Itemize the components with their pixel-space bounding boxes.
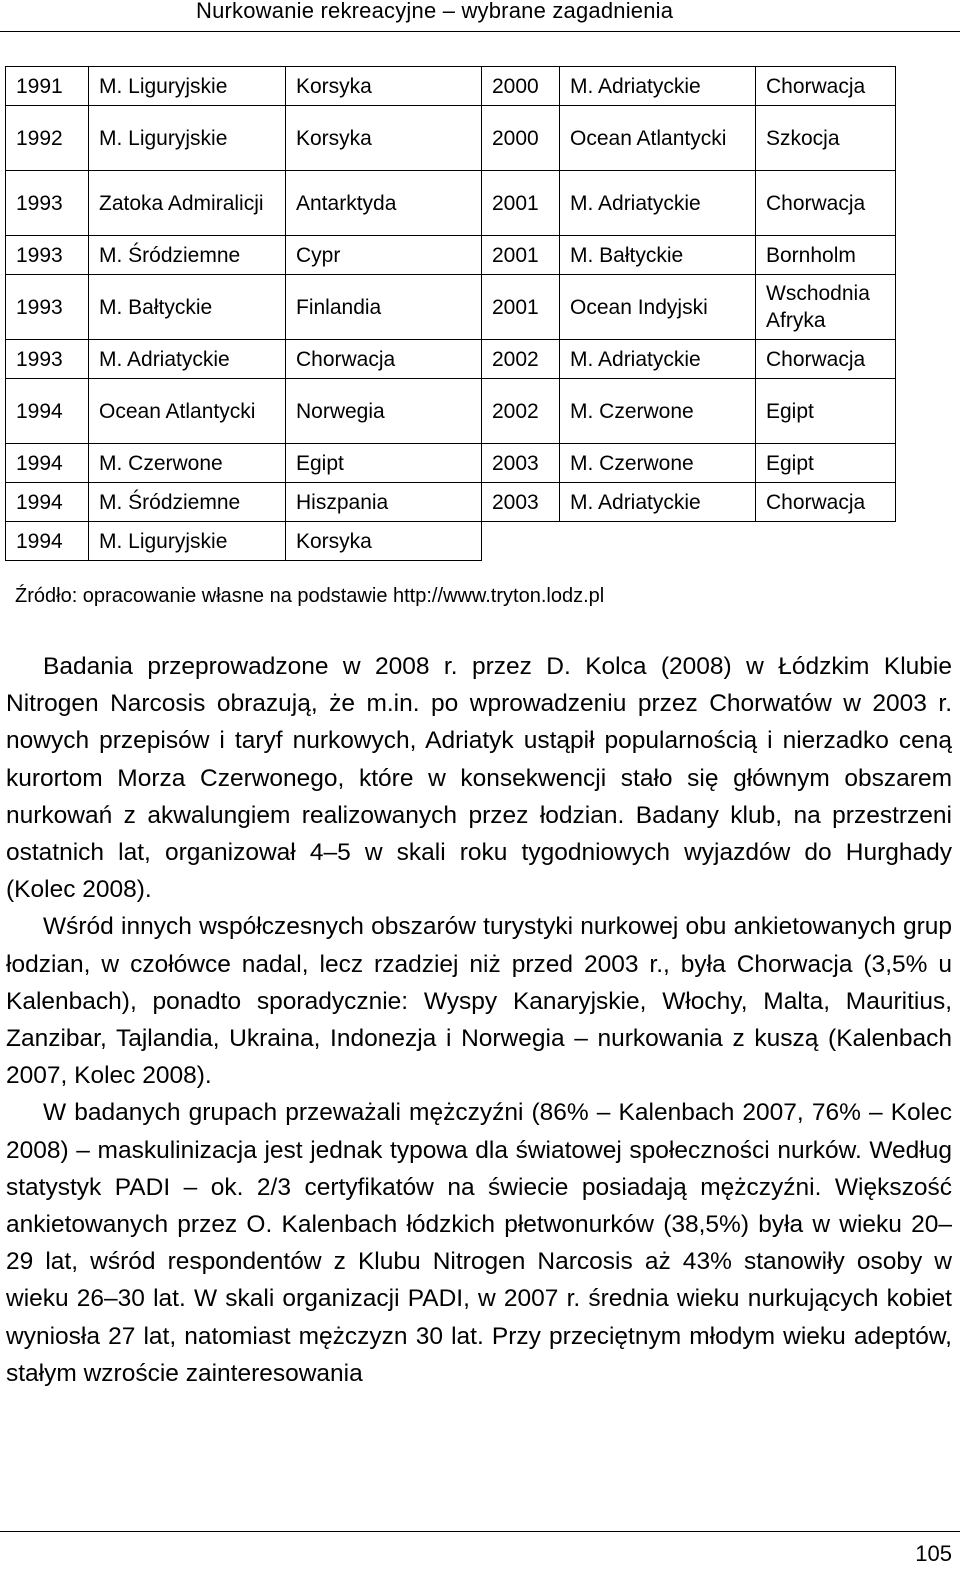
- table-cell: 2001: [482, 275, 560, 340]
- table-cell: M. Śródziemne: [89, 483, 286, 522]
- running-header-title: Nurkowanie rekreacyjne – wybrane zagadnienia: [196, 0, 674, 23]
- table-cell: Norwegia: [286, 379, 482, 444]
- table-cell: Zatoka Admiralicji: [89, 171, 286, 236]
- table-cell: 1994: [6, 379, 89, 444]
- table-cell: Egipt: [286, 444, 482, 483]
- table-cell: Chorwacja: [756, 340, 896, 379]
- table-row: [6, 106, 896, 171]
- table-cell: Szkocja: [756, 106, 896, 171]
- table-cell: Egipt: [756, 379, 896, 444]
- table-row: [6, 67, 896, 106]
- table-cell: Antarktyda: [286, 171, 482, 236]
- paragraph: Wśród innych współczesnych obszarów turystyki nurkowej obu ankietowanych grup łodzian, w czołówce nadal, lecz rzadziej niż przed 2003 r., była Chorwacja (3,5% u Kalenbach), ponadto sporadycznie: Wyspy Kanaryjskie, Włochy, Malta, Mauritius, Zanzibar, Tajlandia, Ukraina, Indonezja i Norwegia – nurkowania z kuszą (Kalenbach 2007, Kolec 2008).: [6, 913, 952, 1090]
- table-cell: 2000: [482, 67, 560, 106]
- table-cell: Korsyka: [286, 106, 482, 171]
- table-row: [6, 522, 896, 561]
- table-cell: M. Czerwone: [560, 444, 756, 483]
- table-cell: Korsyka: [286, 67, 482, 106]
- table-cell: 2002: [482, 379, 560, 444]
- table-cell: Chorwacja: [756, 171, 896, 236]
- table-cell: 2002: [482, 340, 560, 379]
- table-cell: 2001: [482, 236, 560, 275]
- table-cell: 1994: [6, 444, 89, 483]
- table-cell: 1993: [6, 340, 89, 379]
- dive-destinations-table: [5, 66, 896, 561]
- table-cell: Wschodnia Afryka: [756, 275, 896, 340]
- table-cell: Cypr: [286, 236, 482, 275]
- table-cell: 1994: [6, 483, 89, 522]
- table-cell: 2003: [482, 444, 560, 483]
- table-cell: M. Bałtyckie: [560, 236, 756, 275]
- table-cell: 1993: [6, 236, 89, 275]
- table-cell: M. Czerwone: [560, 379, 756, 444]
- header-divider: [0, 31, 960, 32]
- table-cell: M. Adriatyckie: [560, 483, 756, 522]
- table-cell: M. Liguryjskie: [89, 106, 286, 171]
- table-row: [6, 236, 896, 275]
- table-cell: Chorwacja: [756, 67, 896, 106]
- table-cell: M. Adriatyckie: [89, 340, 286, 379]
- table-cell: Ocean Atlantycki: [560, 106, 756, 171]
- paragraph: Badania przeprowadzone w 2008 r. przez D. Kolca (2008) w Łódzkim Klubie Nitrogen Narcosis obrazują, że m.in. po wprowadzeniu przez Chorwatów w 2003 r. nowych przepisów i taryf nurkowych, Adriatyk ustąpił popularnością i nierzadko ceną kurortom Morza Czerwonego, które w konsekwencji stało się głównym obszarem nurkowań z akwalungiem realizowanych przez łodzian. Badany klub, na przestrzeni ostatnich lat, organizował 4–5 w skali roku tygodniowych wyjazdów do Hurghady (Kolec 2008).: [6, 653, 952, 904]
- table-cell: 1993: [6, 171, 89, 236]
- table-cell: Ocean Indyjski: [560, 275, 756, 340]
- table-cell: 2001: [482, 171, 560, 236]
- footer-divider: [0, 1531, 960, 1532]
- table-cell: M. Śródziemne: [89, 236, 286, 275]
- table-cell: Chorwacja: [756, 483, 896, 522]
- table-cell: M. Liguryjskie: [89, 67, 286, 106]
- table-row: [6, 444, 896, 483]
- table-row: [6, 171, 896, 236]
- table-cell: Chorwacja: [286, 340, 482, 379]
- table-row: [6, 340, 896, 379]
- table-cell: M. Liguryjskie: [89, 522, 286, 561]
- table-cell: Hiszpania: [286, 483, 482, 522]
- table-cell: 2003: [482, 483, 560, 522]
- table-cell: M. Adriatyckie: [560, 171, 756, 236]
- table-cell: Korsyka: [286, 522, 482, 561]
- page-number: 105: [915, 1541, 952, 1566]
- table-cell: Ocean Atlantycki: [89, 379, 286, 444]
- table-row: [6, 275, 896, 340]
- table-cell: Egipt: [756, 444, 896, 483]
- table-cell: 1991: [6, 67, 89, 106]
- paragraph: W badanych grupach przeważali mężczyźni (86% – Kalenbach 2007, 76% – Kolec 2008) – maskulinizacja jest jednak typowa dla światowej społeczności nurków. Według statystyk PADI – ok. 2/3 certyfikatów na świecie posiadają mężczyźni. Większość ankietowanych przez O. Kalenbach łódzkich płetwonurków (38,5%) była w wieku 20–29 lat, wśród respondentów z Klubu Nitrogen Narcosis aż 43% stanowiły osoby w wieku 26–30 lat. W skali organizacji PADI, w 2007 r. średnia wieku nurkujących kobiet wyniosła 27 lat, natomiast mężczyzn 30 lat. Przy przeciętnym młodym wieku adeptów, stałym wzroście zainteresowania: [6, 1099, 952, 1387]
- table-cell: M. Czerwone: [89, 444, 286, 483]
- table-cell: 1994: [6, 522, 89, 561]
- table-cell: M. Adriatyckie: [560, 340, 756, 379]
- table-cell: Finlandia: [286, 275, 482, 340]
- body-text: [6, 648, 952, 1392]
- table-cell: 1993: [6, 275, 89, 340]
- table-row: [6, 379, 896, 444]
- empty-table-cell: [482, 522, 896, 561]
- table-cell: 2000: [482, 106, 560, 171]
- table-source-note: Źródło: opracowanie własne na podstawie http://www.tryton.lodz.pl: [15, 585, 605, 607]
- running-header: [0, 0, 960, 30]
- table-cell: Bornholm: [756, 236, 896, 275]
- table-cell: 1992: [6, 106, 89, 171]
- table-cell: M. Bałtyckie: [89, 275, 286, 340]
- table-row: [6, 483, 896, 522]
- table-cell: M. Adriatyckie: [560, 67, 756, 106]
